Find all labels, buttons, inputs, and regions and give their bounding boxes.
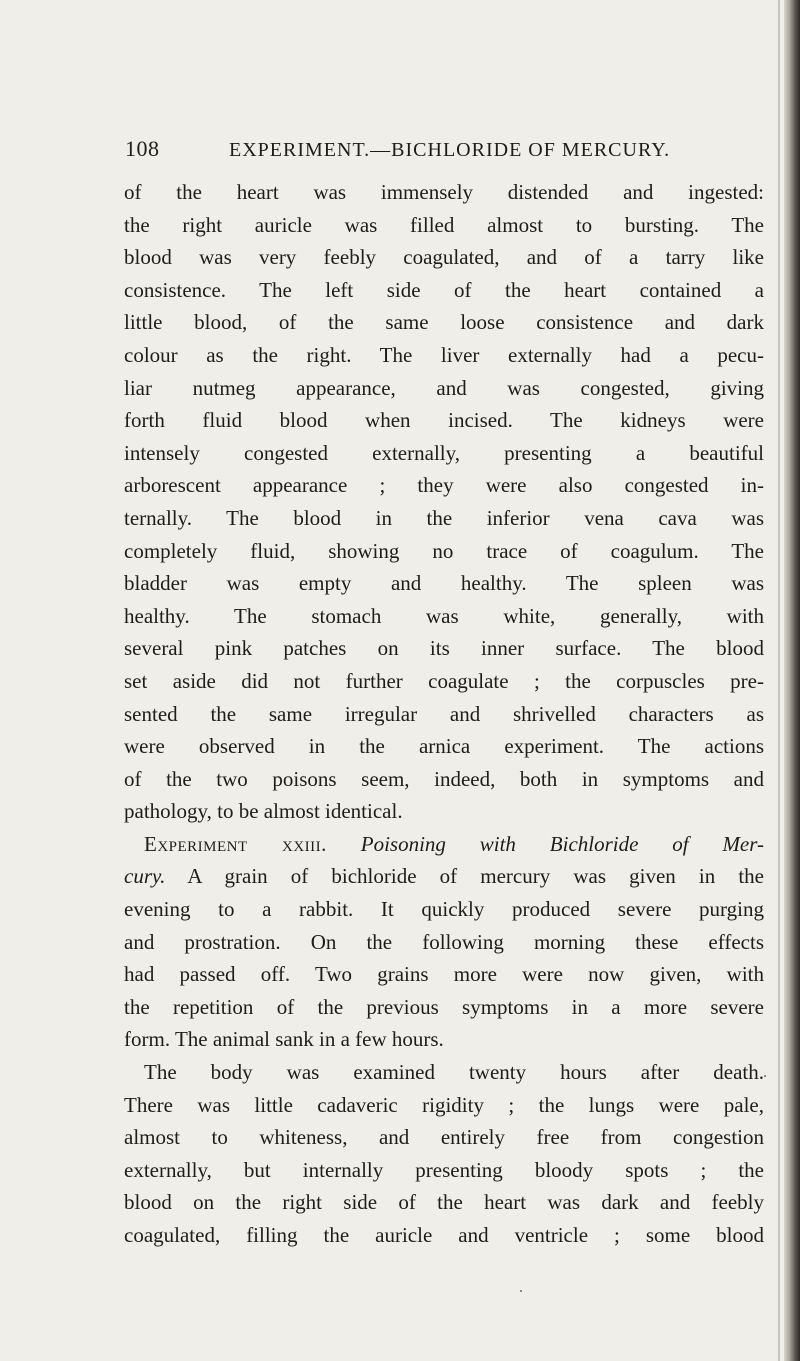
experiment-label: Experiment xxiii. — [144, 831, 327, 856]
experiment-heading-line — [124, 828, 764, 861]
text-line: blood was very feebly coagulated, and of a tarry like — [124, 245, 764, 270]
text-line: of the two poisons seem, indeed, both in symptoms and — [124, 766, 764, 791]
text-line: The body was examined twenty hours after death. — [144, 1060, 764, 1085]
experiment-title: Poisoning with Bichloride of Mer- — [360, 831, 764, 856]
body-text — [124, 176, 764, 1252]
text-line: the right auricle was filled almost to bursting. The — [124, 212, 764, 237]
binding-edge — [784, 0, 800, 1361]
text-line: of the heart was immensely distended and ingested: — [124, 180, 764, 204]
text-line: ternally. The blood in the inferior vena cava was — [124, 505, 764, 530]
text-line: forth fluid blood when incised. The kidneys were — [124, 408, 764, 433]
text-line: little blood, of the same loose consistence and dark — [124, 310, 764, 335]
text-line: blood on the right side of the heart was dark and feebly — [124, 1190, 764, 1215]
text-line: externally, but internally presenting bloody spots ; the — [124, 1157, 764, 1182]
text-line: healthy. The stomach was white, generally, with — [124, 603, 764, 628]
paper-speck — [764, 1075, 766, 1077]
page-number: 108 — [125, 136, 160, 161]
text-line: had passed off. Two grains more were now given, with — [124, 962, 764, 987]
text-line: coagulated, filling the auricle and ventricle ; some blood — [124, 1223, 764, 1247]
text-line: form. The animal sank in a few hours. — [124, 1027, 444, 1052]
text-line: set aside did not further coagulate ; the corpuscles pre- — [124, 668, 764, 693]
text-line: evening to a rabbit. It quickly produced severe purging — [124, 897, 764, 922]
page-header — [125, 136, 745, 166]
text-line: There was little cadaveric rigidity ; the lungs were pale, — [124, 1092, 764, 1117]
text-line: consistence. The left side of the heart contained a — [124, 277, 764, 302]
text-line: were observed in the arnica experiment. The actions — [124, 734, 764, 759]
text-line-rest: A grain of bichloride of mercury was given in the — [187, 864, 765, 889]
text-line: bladder was empty and healthy. The spleen was — [124, 571, 764, 596]
text-line: arborescent appearance ; they were also congested in- — [124, 473, 764, 498]
text-line: liar nutmeg appearance, and was congested, giving — [124, 375, 764, 400]
text-line-mixed — [124, 860, 764, 893]
page-gutter-line — [778, 0, 780, 1361]
experiment-title-continued: cury. — [124, 864, 166, 889]
text-line: sented the same irregular and shrivelled characters as — [124, 701, 764, 726]
text-line: and prostration. On the following morning these effects — [124, 929, 764, 954]
text-line: pathology, to be almost identical. — [124, 799, 403, 824]
text-line: completely fluid, showing no trace of coagulum. The — [124, 538, 764, 563]
paper-speck — [520, 1290, 522, 1292]
text-line: almost to whiteness, and entirely free from congestion — [124, 1125, 764, 1150]
text-line: colour as the right. The liver externally had a pecu- — [124, 342, 764, 367]
text-line: the repetition of the previous symptoms in a more severe — [124, 994, 764, 1019]
running-head: EXPERIMENT.—BICHLORIDE OF MERCURY. — [229, 139, 671, 161]
text-line: several pink patches on its inner surface. The blood — [124, 636, 764, 661]
text-line: intensely congested externally, presenting a beautiful — [124, 440, 764, 465]
